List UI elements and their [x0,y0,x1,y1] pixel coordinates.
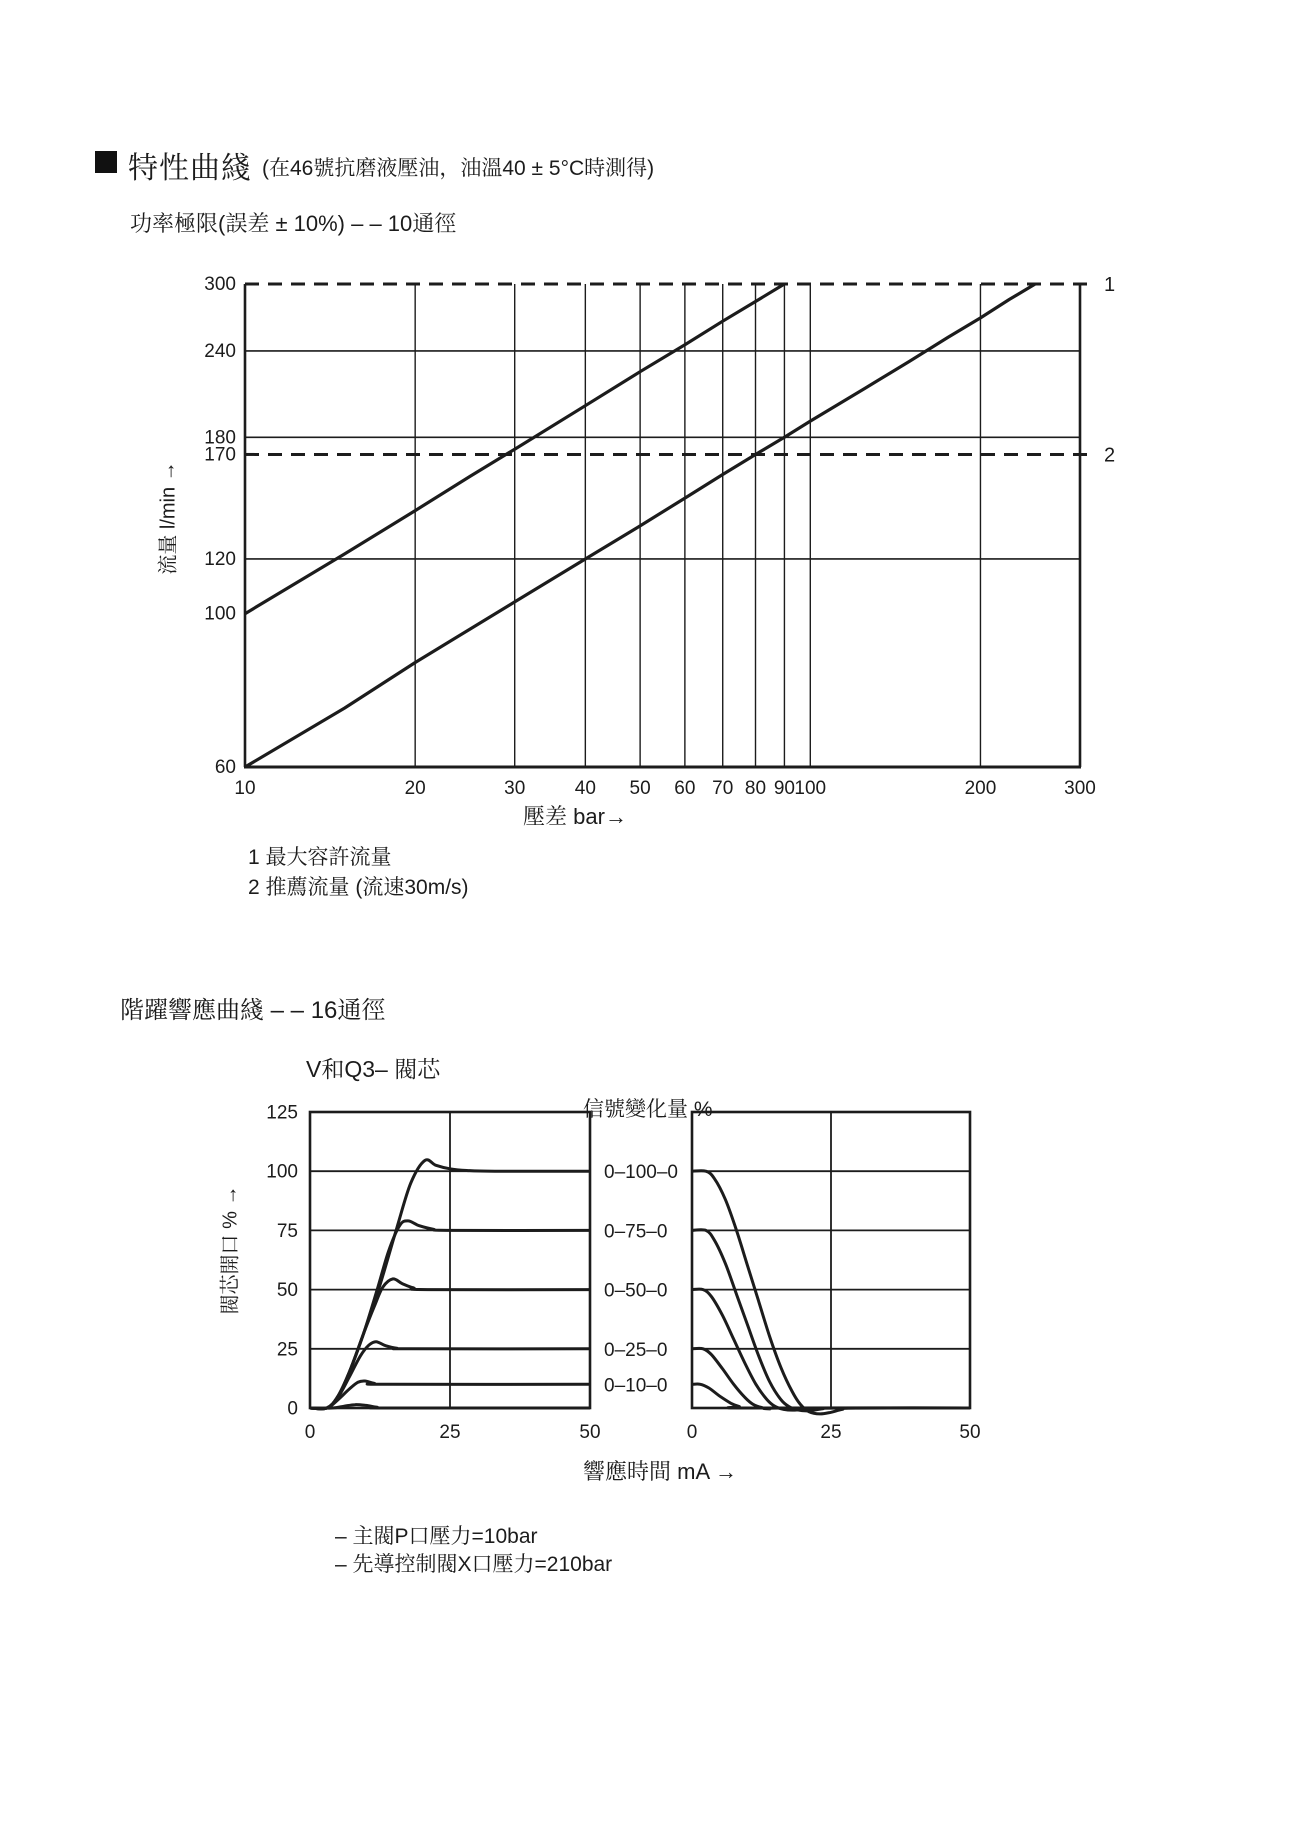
x-tick-label: 300 [1064,778,1096,799]
x-tick-label: 0 [686,1422,698,1443]
x-tick-label: 90 [773,778,795,799]
x-tick-label: 200 [964,778,997,799]
y-tick-label: 170 [204,444,236,466]
y-tick-label: 240 [204,340,236,362]
signal-change-label: 0–50–0 [604,1280,668,1302]
x-tick-label: 25 [439,1422,461,1443]
signal-change-label: 0–100–0 [604,1162,678,1184]
limit-line-number: 1 [1104,274,1116,296]
x-tick-label: 80 [744,778,767,799]
y-tick-label: 125 [266,1102,298,1124]
y-tick-label: 60 [214,757,236,778]
step-response-title: 階躍響應曲綫 – – 16通徑 [120,997,386,1024]
y-tick-label: 0 [287,1398,298,1420]
signal-change-label: 0–10–0 [604,1375,668,1397]
x-tick-label: 0 [304,1422,316,1443]
power-limit-y-axis-label: 流量 l/min → [157,461,180,575]
signal-change-label: 0–25–0 [604,1339,668,1361]
y-tick-label: 75 [276,1220,298,1242]
step-response-y-axis-label: 閥芯開口 % → [219,1185,242,1315]
x-tick-label: 25 [820,1422,842,1443]
y-tick-label: 100 [266,1161,298,1183]
signal-change-header: 信號變化量 % [583,1098,713,1121]
step-response-x-axis-label: 響應時間 mA → [583,1459,738,1484]
step-response-subtitle: V和Q3– 閥芯 [306,1056,441,1082]
y-tick-label: 50 [276,1280,298,1302]
x-tick-label: 20 [404,778,426,799]
x-tick-label: 70 [712,778,734,799]
x-tick-label: 30 [504,778,526,799]
y-tick-label: 180 [204,427,236,449]
legend-line-2: 2 推薦流量 (流速30m/s) [248,876,469,899]
legend-line-1: 1 最大容許流量 [248,846,392,869]
x-tick-label: 60 [674,778,696,799]
limit-line-number: 2 [1104,444,1116,467]
x-tick-label: 40 [574,778,596,799]
y-tick-label: 300 [204,274,236,295]
signal-change-label: 0–75–0 [604,1221,668,1243]
step-response-charts [0,1080,1300,1480]
condition-note-1: – 主閥P口壓力=10bar [335,1525,538,1548]
y-tick-label: 100 [204,603,236,625]
page-title-note: (在46號抗磨液壓油，油溫40 ± 5°C時測得) [262,157,655,180]
section-square-bullet [95,151,117,173]
x-tick-label: 100 [794,778,827,799]
y-tick-label: 120 [204,548,236,570]
page-title: 特性曲綫 [128,152,252,185]
power-limit-subtitle: 功率極限(誤差 ± 10%) – – 10通徑 [130,211,457,236]
power-limit-chart [0,220,1300,830]
x-tick-label: 50 [629,778,651,799]
y-tick-label: 25 [276,1339,298,1361]
x-tick-label: 50 [959,1422,981,1443]
x-tick-label: 50 [579,1422,601,1443]
condition-note-2: – 先導控制閥X口壓力=210bar [335,1553,613,1576]
x-tick-label: 10 [234,778,256,799]
power-limit-x-axis-label: 壓差 bar→ [523,804,627,829]
